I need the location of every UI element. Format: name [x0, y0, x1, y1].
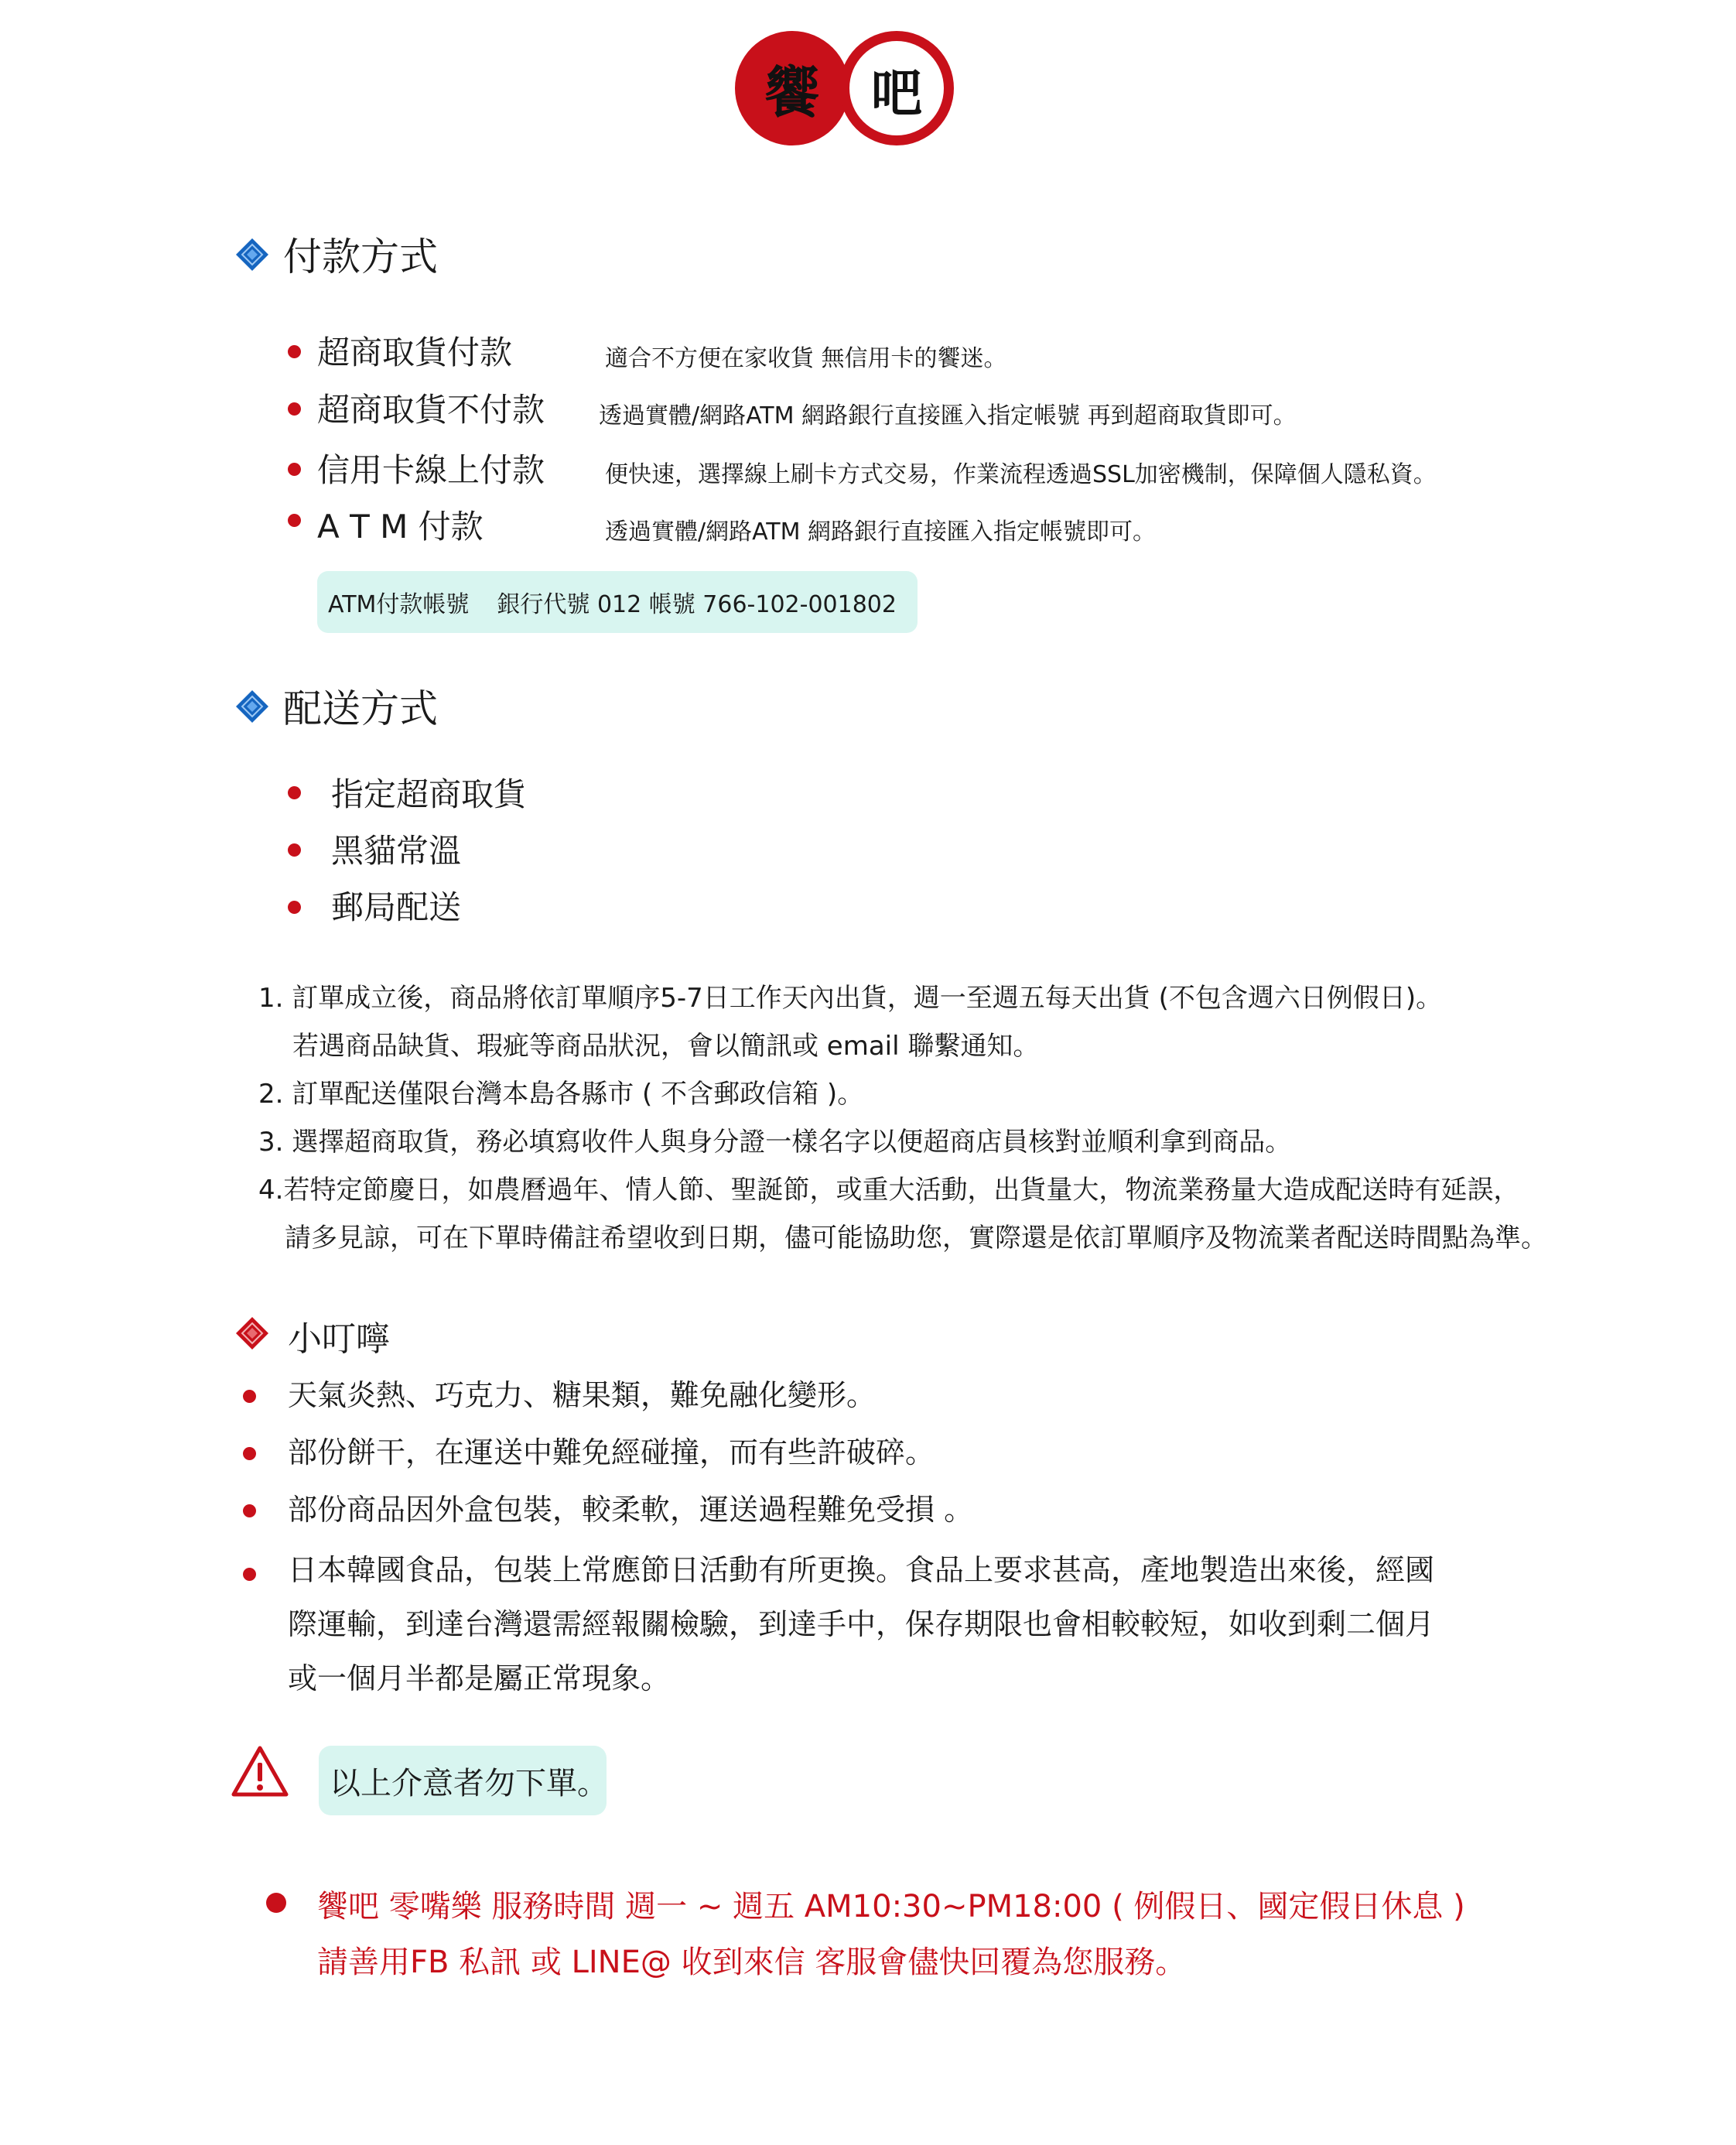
shipping-item: 黑貓常溫 — [331, 832, 462, 870]
bullet — [288, 786, 301, 799]
warning-icon — [231, 1744, 289, 1798]
payment-item-desc: 透過實體/網路ATM 網路銀行直接匯入指定帳號即可。 — [605, 518, 1157, 546]
note-line: 請多見諒，可在下單時備註希望收到日期，儘可能協助您，實際還是依訂單順序及物流業者配送時間點為準。 — [285, 1223, 1547, 1254]
bullet — [243, 1568, 256, 1581]
bullet — [243, 1447, 256, 1460]
atm-account-label: ATM付款帳號 — [328, 591, 470, 618]
bullet — [288, 843, 301, 857]
shipping-item: 郵局配送 — [331, 888, 462, 926]
note-line: 2. 訂單配送僅限台灣本島各縣市 ( 不含郵政信箱 )。 — [258, 1079, 864, 1110]
service-hours: 饗吧 零嘴樂 服務時間 週一 ~ 週五 AM10:30~PM18:00 ( 例假日、國定假日休息 ) — [317, 1889, 1465, 1924]
bullet — [288, 901, 301, 914]
warning-text: 以上介意者勿下單。 — [330, 1765, 608, 1801]
payment-item-name: 超商取貨不付款 — [317, 391, 545, 429]
logo-char-1: 饗 — [764, 60, 820, 125]
shipping-item: 指定超商取貨 — [331, 775, 527, 813]
bullet — [288, 345, 301, 358]
note-line: 1. 訂單成立後，商品將依訂單順序5-7日工作天內出貨，週一至週五每天出貨 (不包含週六日例假日)。 — [258, 983, 1443, 1014]
bullet — [288, 402, 301, 416]
tip-line: 日本韓國食品，包裝上常應節日活動有所更換。食品上要求甚高，產地製造出來後，經國 — [288, 1553, 1435, 1587]
warning-box — [319, 1746, 607, 1815]
logo-char-2: 吧 — [871, 62, 922, 123]
payment-item-desc: 適合不方便在家收貨 無信用卡的饗迷。 — [605, 345, 1007, 372]
tip-line: 部份商品因外盒包裝，較柔軟，運送過程難免受損 。 — [288, 1493, 974, 1527]
service-contact: 請善用FB 私訊 或 LINE@ 收到來信 客服會儘快回覆為您服務。 — [317, 1945, 1187, 1980]
bullet — [243, 1390, 256, 1403]
bullet — [288, 514, 301, 527]
payment-item-desc: 透過實體/網路ATM 網路銀行直接匯入指定帳號 再到超商取貨即可。 — [599, 402, 1297, 429]
bullet — [266, 1893, 286, 1913]
logo-circle-red — [735, 31, 849, 145]
tip-line: 際運輸，到達台灣還需經報關檢驗，到達手中，保存期限也會相較較短，如收到剩二個月 — [288, 1607, 1435, 1641]
tip-line: 或一個月半都是屬正常現象。 — [288, 1661, 671, 1695]
blue-diamond-icon — [234, 237, 270, 272]
shipping-title: 配送方式 — [283, 686, 438, 731]
blue-diamond-icon — [234, 689, 270, 724]
note-line: 4.若特定節慶日，如農曆過年、情人節、聖誕節，或重大活動，出貨量大，物流業務量大造成配送時有延誤， — [258, 1175, 1520, 1206]
tips-title: 小叮嚀 — [288, 1319, 390, 1359]
payment-item-desc: 便快速，選擇線上刷卡方式交易，作業流程透過SSL加密機制，保障個人隱私資。 — [605, 461, 1437, 488]
tip-line: 天氣炎熱、巧克力、糖果類，難免融化變形。 — [288, 1378, 877, 1412]
atm-account-number: 銀行代號 012 帳號 766-102-001802 — [497, 591, 897, 618]
bullet — [288, 463, 301, 476]
bullet — [243, 1504, 256, 1517]
payment-title: 付款方式 — [283, 234, 438, 279]
tip-line: 部份餅干，在運送中難免經碰撞，而有些許破碎。 — [288, 1435, 935, 1469]
logo-circle-ring — [839, 31, 954, 145]
payment-item-name: 信用卡線上付款 — [317, 451, 545, 489]
note-line: 若遇商品缺貨、瑕疵等商品狀況，會以簡訊或 email 聯繫通知。 — [292, 1031, 1040, 1062]
atm-account-box — [317, 571, 918, 633]
payment-item-name: 超商取貨付款 — [317, 334, 513, 371]
payment-item-name: A T M 付款 — [317, 508, 484, 546]
red-diamond-icon — [234, 1315, 270, 1351]
note-line: 3. 選擇超商取貨，務必填寫收件人與身分證一樣名字以便超商店員核對並順利拿到商品。 — [258, 1127, 1292, 1158]
